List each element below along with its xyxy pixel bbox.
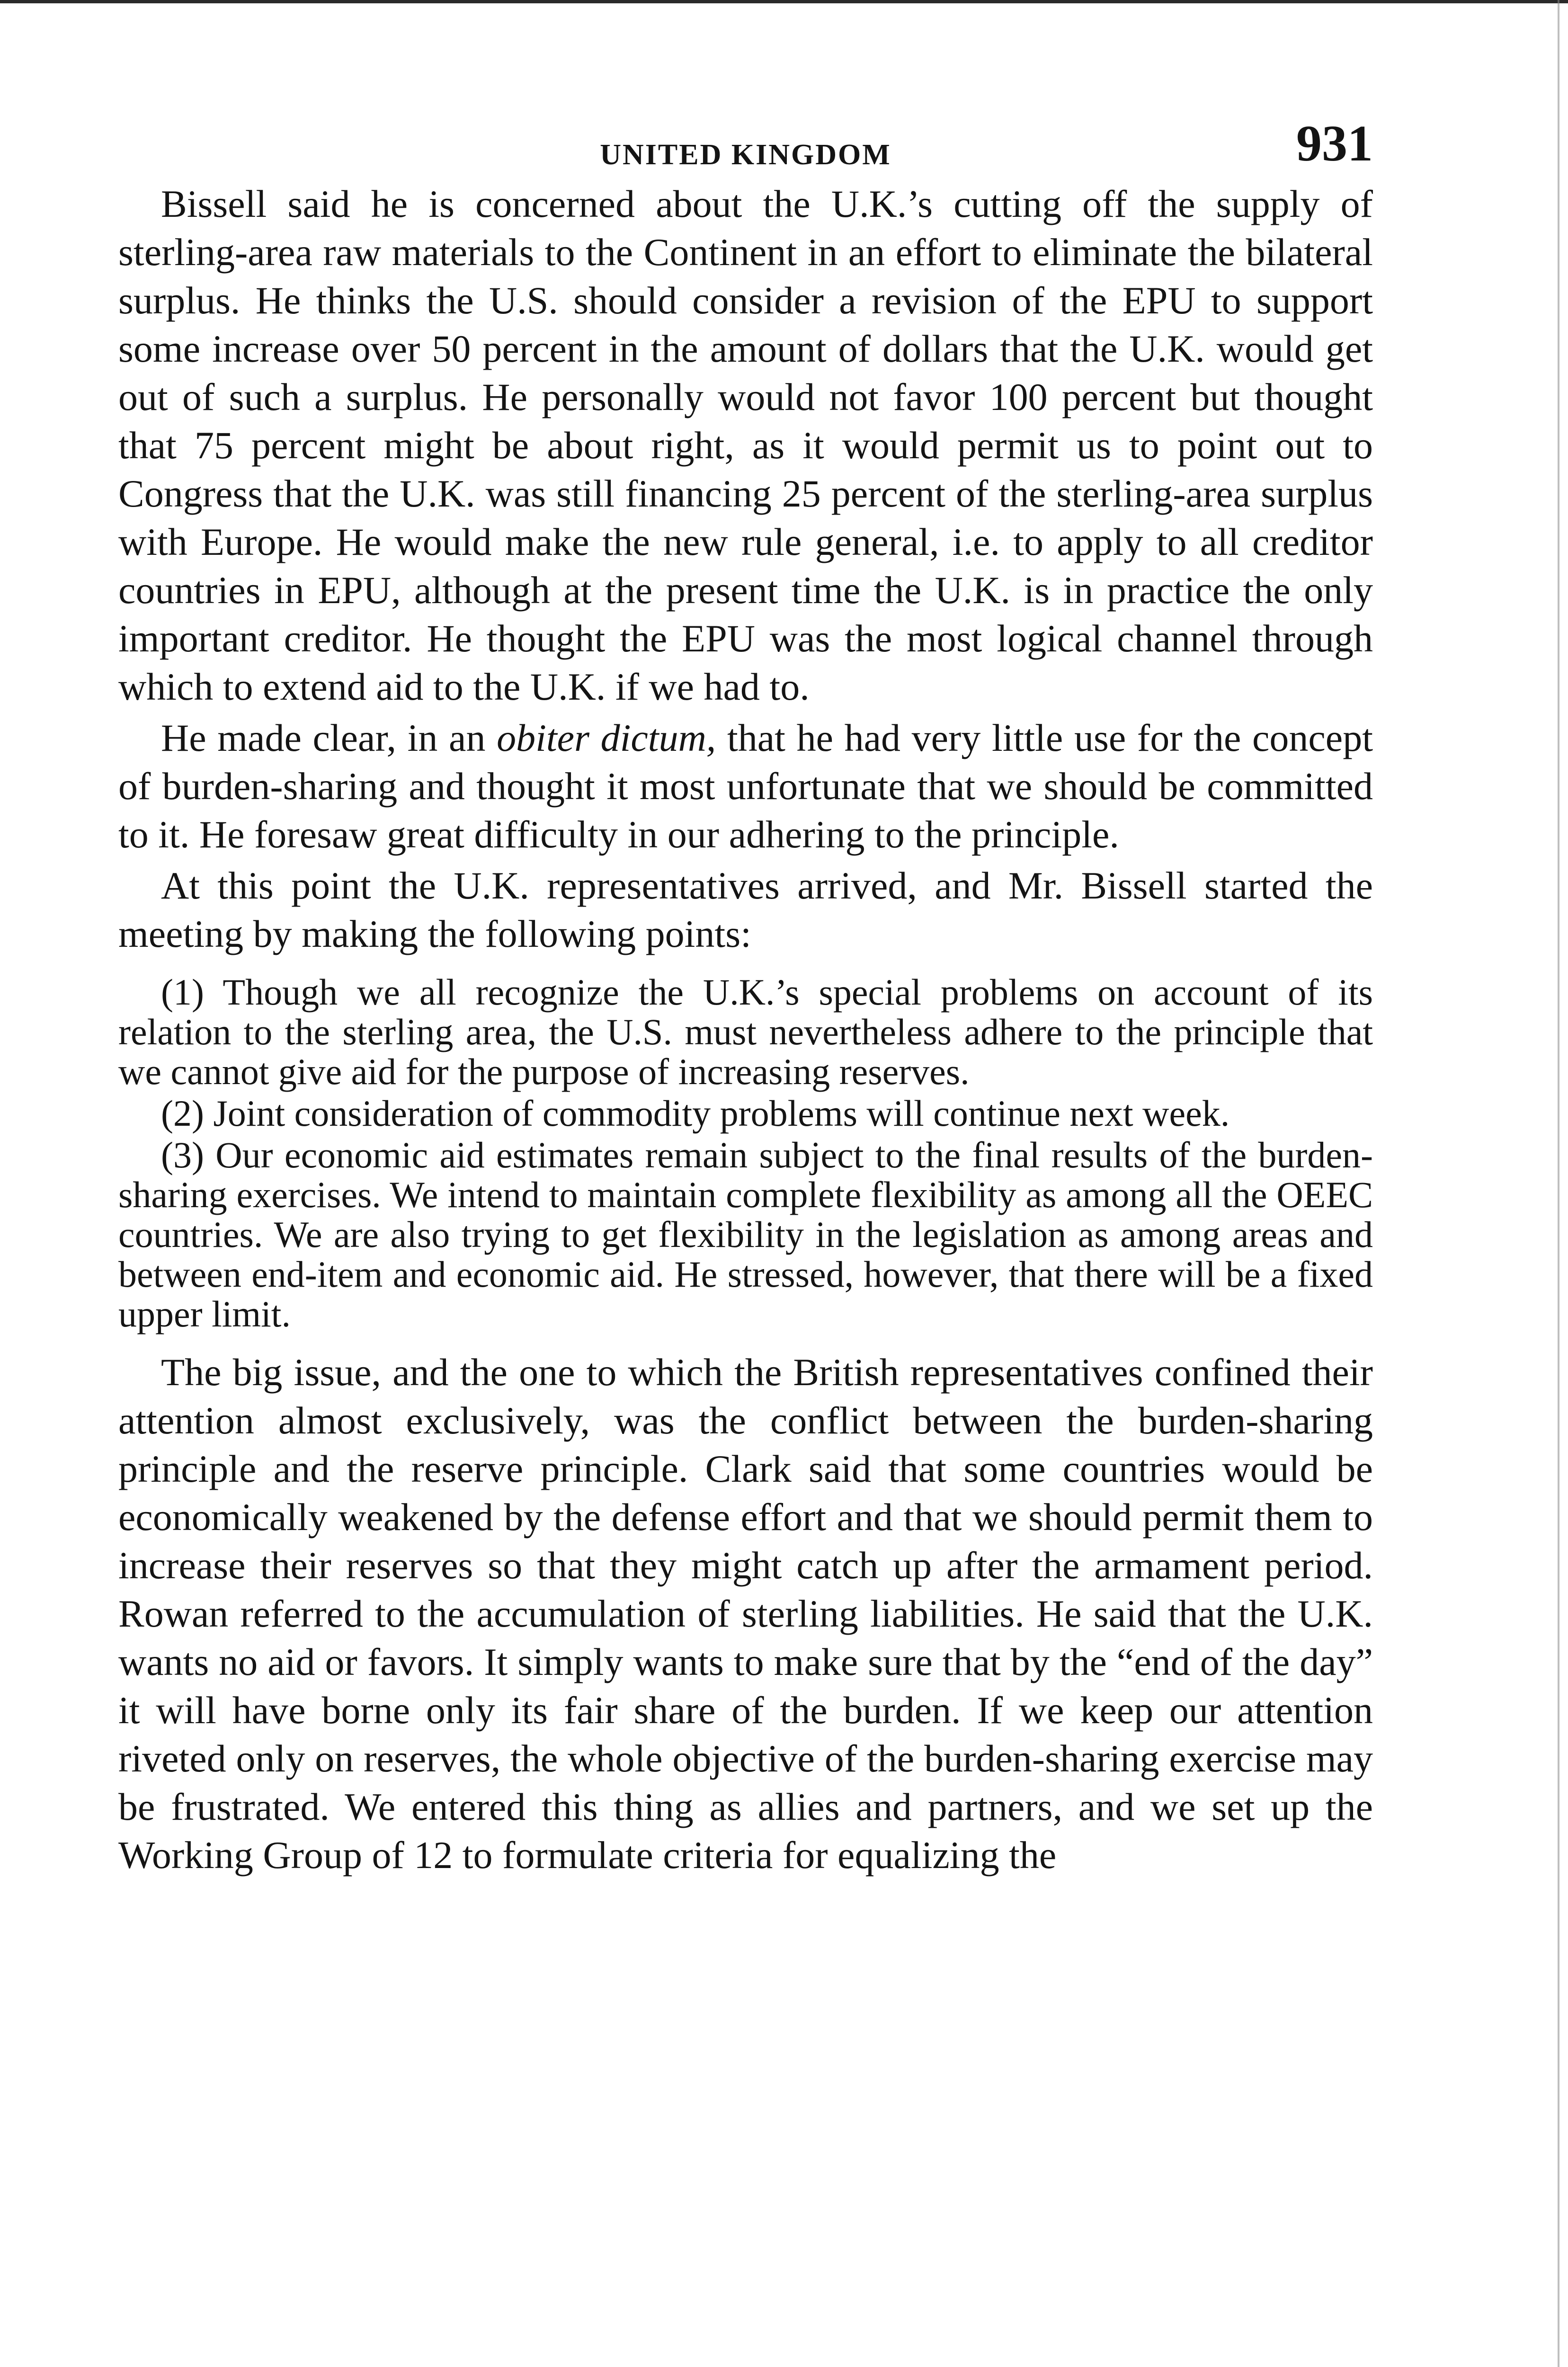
top-edge-rule xyxy=(0,0,1568,3)
paragraph-text-after: that he had very little use for the concept of burden-sharing and thought it most unfortunate that we should be committed to it. He foresaw great difficulty in our adhering to the principle. xyxy=(118,716,1373,856)
running-header xyxy=(118,118,1373,180)
page-number: 931 xyxy=(1296,116,1373,172)
numbered-points xyxy=(118,972,1373,1334)
running-title: UNITED KINGDOM xyxy=(600,139,891,171)
point-item: (1) Though we all recognize the U.K.’s special problems on account of its relation to the sterling area, the U.S. must nevertheless adhere to the principle that we cannot give aid for the purpose of increasing reserves. xyxy=(118,971,1373,1092)
paragraph-uk-representatives: At this point the U.K. representatives arrived, and Mr. Bissell started the meeting by making the following points: xyxy=(118,864,1373,955)
document-page xyxy=(118,118,1373,1879)
point-item: (2) Joint consideration of commodity problems will continue next week. xyxy=(161,1093,1230,1134)
italic-phrase: obiter dictum, xyxy=(497,716,716,759)
right-binding-edge xyxy=(1558,0,1559,2367)
paragraph-bissell-concern: Bissell said he is concerned about the U.K.’s cutting off the supply of sterling-area raw materials to the Continent in an effort to eliminate the bilateral surplus. He thinks the U.S. should consider a revision of the EPU to support some increase over 50 percent in the amount of dollars that the U.K. would get out of such a surplus. He personally would not favor 100 percent but thought that 75 percent might be about right, as it would permit us to point out to Congress that the U.K. was still financing 25 percent of the sterling-area surplus with Europe. He would make the new rule general, i.e. to apply to all creditor countries in EPU, although at the present time the U.K. is in practice the only important creditor. He thought the EPU was the most logical channel through which to extend aid to the U.K. if we had to. xyxy=(118,182,1373,708)
paragraph-big-issue: The big issue, and the one to which the British representatives confined their attention almost exclusively, was the conflict between the burden-sharing principle and the reserve principle. Clark said that some countries would be economically weakened by the defense effort and that we should permit them to increase their reserves so that they might catch up after the armament period. Rowan referred to the accumulation of sterling liabilities. He said that the U.K. wants no aid or favors. It simply wants to make sure that by the “end of the day” it will have borne only its fair share of the burden. If we keep our attention riveted only on reserves, the whole objective of the burden-sharing exercise may be frustrated. We entered this thing as allies and partners, and we set up the Working Group of 12 to formulate criteria for equalizing the xyxy=(118,1351,1373,1877)
paragraph-text-before: He made clear, in an xyxy=(161,716,497,759)
point-item: (3) Our economic aid estimates remain subject to the final results of the burden-sharing exercises. We intend to maintain complete flexibility as among all the OEEC countries. We are also trying to get flexibility in the legislation as among areas and between end-item and economic aid. He stressed, however, that there will be a fixed upper limit. xyxy=(118,1134,1373,1335)
paragraph-obiter-dictum xyxy=(118,714,1373,859)
